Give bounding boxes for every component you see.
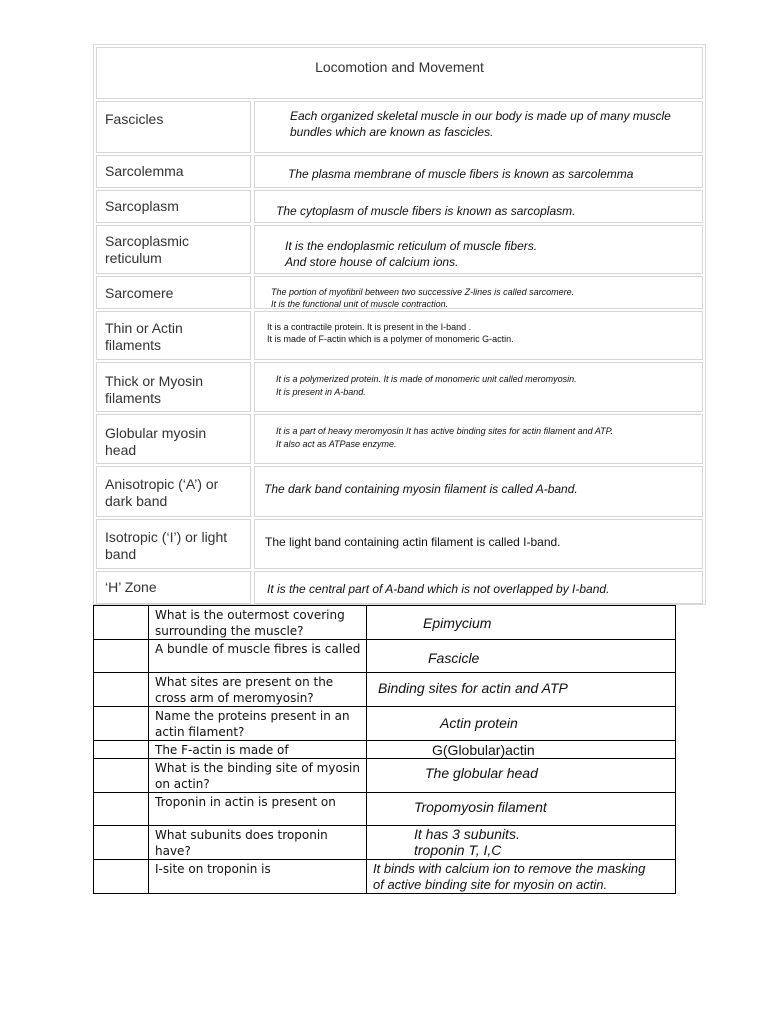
qa-number-cell <box>94 707 149 741</box>
qa-answer-cell <box>367 707 676 741</box>
glossary-definition: It is the central part of A-band which is not overlapped by I-band. <box>267 582 610 596</box>
table-row <box>94 759 676 793</box>
glossary-term-cell <box>96 519 251 569</box>
glossary-term: Sarcomere <box>105 285 174 301</box>
glossary-definition: The cytoplasm of muscle fibers is known as sarcoplasm. <box>276 204 576 218</box>
qa-answer-cell <box>367 826 676 860</box>
glossary-term: ‘H’ Zone <box>105 579 157 595</box>
qa-answer: Tropomyosin filament <box>414 799 547 815</box>
qa-question: What subunits does troponin have? <box>149 826 367 860</box>
qa-answer: G(Globular)actin <box>432 742 535 758</box>
glossary-term-cell <box>96 311 251 360</box>
qa-answer-cell <box>367 741 676 759</box>
glossary-term-cell <box>96 571 251 604</box>
glossary-term: Thick or Myosin filaments <box>105 373 204 406</box>
qa-number-cell <box>94 860 149 894</box>
qa-answer: The globular head <box>425 765 538 781</box>
glossary-term-cell <box>96 466 251 517</box>
glossary-definition: Each organized skeletal muscle in our body is made up of many muscle bundles which are known as fascicles. <box>290 109 671 139</box>
glossary-definition-cell <box>254 225 703 274</box>
glossary-term-cell <box>96 414 251 464</box>
glossary-term-cell <box>96 276 251 309</box>
glossary-definition-cell <box>254 466 703 517</box>
qa-answer-cell <box>367 759 676 793</box>
qa-question: Troponin in actin is present on <box>149 793 367 826</box>
qa-answer: Fascicle <box>428 650 480 666</box>
glossary-term: Isotropic (‘I’) or light band <box>105 529 228 562</box>
table-row <box>94 860 676 894</box>
glossary-definition: It is a part of heavy meromyosin It has active binding sites for actin filament and ATP. It also act as ATPase enzyme. <box>276 426 613 449</box>
table-row <box>94 741 676 759</box>
glossary-term: Anisotropic (‘A’) or dark band <box>105 476 219 509</box>
qa-number-cell <box>94 606 149 640</box>
qa-number-cell <box>94 793 149 826</box>
glossary-definition: The light band containing actin filament is called I-band. <box>265 535 561 549</box>
glossary-term: Thin or Actin filaments <box>105 320 183 353</box>
qa-answer-cell <box>367 640 676 673</box>
glossary-term-cell <box>96 225 251 274</box>
qa-question: I-site on troponin is <box>149 860 367 894</box>
qa-answer-cell <box>367 793 676 826</box>
glossary-definition-cell <box>254 571 703 604</box>
qa-number-cell <box>94 741 149 759</box>
qa-answer: Binding sites for actin and ATP <box>378 680 568 696</box>
qa-number-cell <box>94 673 149 707</box>
qa-answer: It has 3 subunits. troponin T, I,C <box>414 826 520 858</box>
qa-number-cell <box>94 759 149 793</box>
qa-question: What is the binding site of myosin on actin? <box>149 759 367 793</box>
qa-table <box>93 605 676 894</box>
page-title: Locomotion and Movement <box>315 59 484 75</box>
glossary-definition-cell <box>254 311 703 360</box>
glossary-term: Sarcolemma <box>105 163 184 179</box>
qa-number-cell <box>94 640 149 673</box>
table-title-cell <box>96 47 703 99</box>
glossary-definition-cell <box>254 155 703 188</box>
glossary-definition: It is a contractile protein. It is present in the I-band . It is made of F-actin which is a polymer of monomeric G-actin. <box>267 322 514 344</box>
glossary-term-cell <box>96 101 251 153</box>
qa-number-cell <box>94 826 149 860</box>
qa-answer-cell <box>367 860 676 894</box>
table-row <box>94 640 676 673</box>
qa-question: What sites are present on the cross arm of meromyosin? <box>149 673 367 707</box>
glossary-term-cell <box>96 155 251 188</box>
glossary-definition-cell <box>254 101 703 153</box>
glossary-term: Sarcoplasm <box>105 198 179 214</box>
glossary-term-cell <box>96 362 251 412</box>
table-row <box>94 793 676 826</box>
glossary-term-cell <box>96 190 251 223</box>
glossary-definition-cell <box>254 414 703 464</box>
qa-answer-cell <box>367 606 676 640</box>
glossary-definition: The plasma membrane of muscle fibers is known as sarcolemma <box>288 167 634 181</box>
glossary-definition-cell <box>254 519 703 569</box>
qa-answer: It binds with calcium ion to remove the masking of active binding site for myosin on actin. <box>373 861 646 892</box>
qa-question: The F-actin is made of <box>149 741 367 759</box>
glossary-term: Globular myosin head <box>105 425 207 458</box>
qa-question: What is the outermost covering surrounding the muscle? <box>149 606 367 640</box>
qa-answer-cell <box>367 673 676 707</box>
table-row <box>94 673 676 707</box>
glossary-table <box>93 44 706 605</box>
glossary-definition-cell <box>254 190 703 223</box>
table-row <box>94 826 676 860</box>
glossary-definition: The dark band containing myosin filament is called A-band. <box>264 482 578 496</box>
glossary-definition: It is a polymerized protein. It is made of monomeric unit called meromyosin. It is present in A-band. <box>276 374 577 397</box>
glossary-definition: It is the endoplasmic reticulum of muscle fibers. And store house of calcium ions. <box>285 239 538 269</box>
glossary-definition: The portion of myofibril between two successive Z-lines is called sarcomere. It is the functional unit of muscle contraction. <box>271 287 575 309</box>
glossary-definition-cell <box>254 276 703 309</box>
glossary-term: Fascicles <box>105 111 164 127</box>
glossary-definition-cell <box>254 362 703 412</box>
qa-answer: Epimycium <box>423 615 492 631</box>
qa-question: A bundle of muscle fibres is called <box>149 640 367 673</box>
table-row <box>94 606 676 640</box>
table-row <box>94 707 676 741</box>
qa-question: Name the proteins present in an actin filament? <box>149 707 367 741</box>
glossary-term: Sarcoplasmic reticulum <box>105 233 190 266</box>
qa-answer: Actin protein <box>440 715 518 731</box>
